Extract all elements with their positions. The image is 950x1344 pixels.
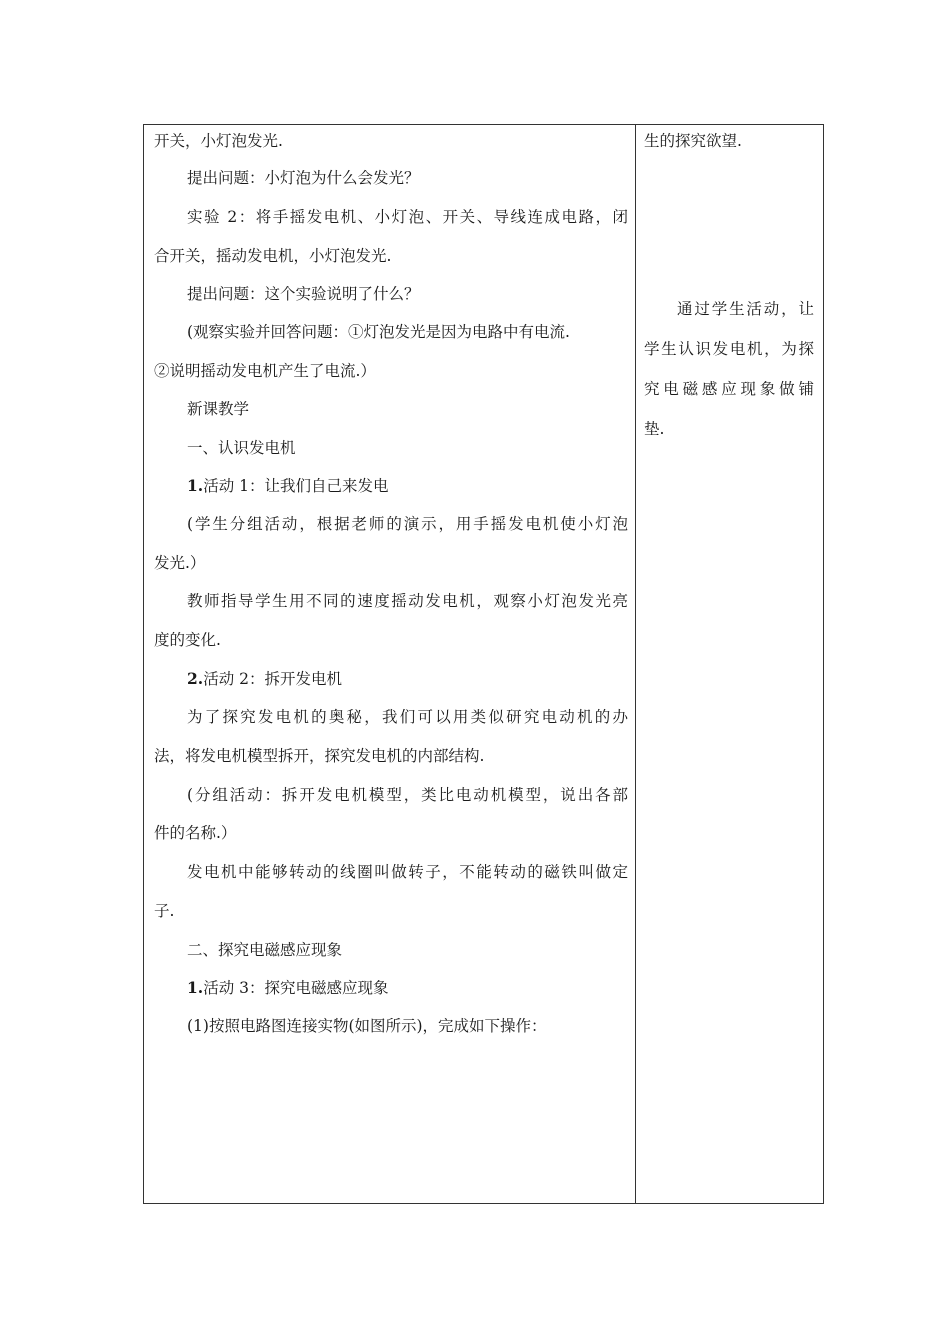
section-heading: 新课教学 [187,400,250,418]
text-line: 发电机中能够转动的线圈叫做转子，不能转动的磁铁叫做定 [187,863,628,881]
activity-heading [187,476,388,496]
text-line: 子. [154,902,175,920]
activity-title: 活动 3：探究电磁感应现象 [203,979,389,997]
text-line: (观察实验并回答问题：①灯泡发光是因为电路中有电流. [187,323,570,341]
activity-heading [187,978,388,998]
text-line: (分组活动：拆开发电机模型，类比电动机模型，说出各部 [187,786,628,804]
text-line: 发光.） [154,554,206,572]
text-line: (学生分组活动，根据老师的演示，用手摇发电机使小灯泡 [187,515,628,533]
text-line: 提出问题：小灯泡为什么会发光？ [187,169,420,187]
text-line: 为了探究发电机的奥秘，我们可以用类似研究电动机的办 [187,708,628,726]
section-heading: 一、认识发电机 [187,439,296,457]
text-line: 度的变化. [154,631,221,649]
text-line: 实验 2：将手摇发电机、小灯泡、开关、导线连成电路，闭 [187,208,628,226]
lesson-plan-table [143,124,824,1204]
text-line: (1)按照电路图连接实物(如图所示)，完成如下操作： [187,1017,547,1035]
activity-title: 活动 1：让我们自己来发电 [203,477,389,495]
section-heading: 二、探究电磁感应现象 [187,941,343,959]
text-line: 通过学生活动，让 [677,300,814,318]
activity-heading [187,669,342,689]
text-line: 提出问题：这个实验说明了什么？ [187,285,420,303]
text-line: 法，将发电机模型拆开，探究发电机的内部结构. [154,747,485,765]
text-line: 垫. [644,420,665,438]
activity-number: 2. [187,669,204,688]
text-line: 件的名称.） [154,824,237,842]
text-line: 合开关，摇动发电机，小灯泡发光. [154,247,392,265]
activity-number: 1. [187,978,204,997]
text-line: 究电磁感应现象做铺 [644,380,814,398]
text-line: 开关，小灯泡发光. [154,132,283,150]
column-divider [635,125,636,1203]
text-line: 教师指导学生用不同的速度摇动发电机，观察小灯泡发光亮 [187,592,628,610]
activity-title: 活动 2：拆开发电机 [203,670,342,688]
text-line: 学生认识发电机，为探 [644,340,814,358]
activity-number: 1. [187,476,204,495]
text-line: ②说明摇动发电机产生了电流.） [154,362,376,380]
text-line: 生的探究欲望. [644,132,742,150]
